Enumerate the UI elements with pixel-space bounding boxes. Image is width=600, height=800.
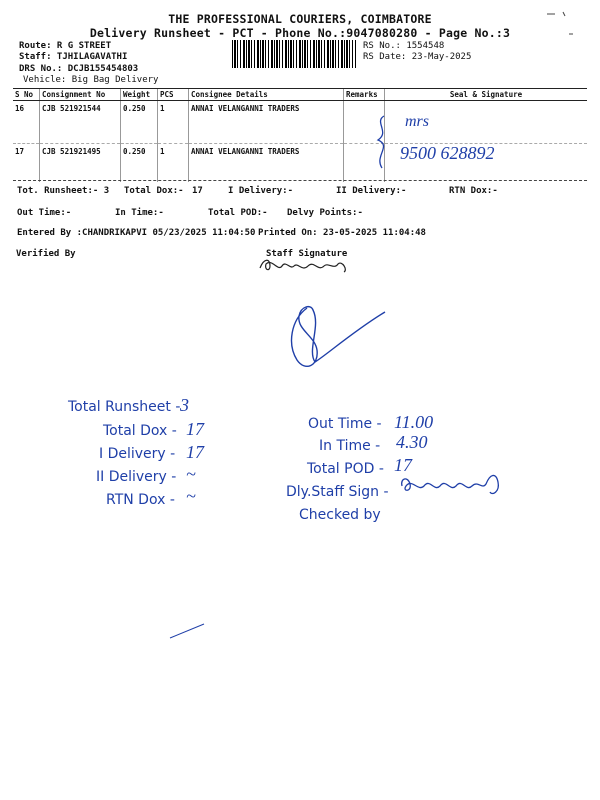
verified-by: Verified By (16, 249, 76, 259)
cell-sno: 17 (15, 147, 25, 156)
seal-initials: mrs (405, 113, 430, 130)
out-time: Out Time:- (17, 208, 72, 218)
col-consignment: Consignment No (40, 89, 121, 101)
col-pcs: PCS (158, 89, 189, 101)
col-consignee: Consignee Details (189, 89, 344, 101)
staff-signature (258, 256, 353, 276)
hw-ii-delivery-value: ~ (186, 464, 196, 484)
hw-ii-delivery: II Delivery - (96, 469, 177, 485)
corner-marks (545, 8, 585, 38)
runsheet-table (13, 88, 587, 182)
cell-sno: 16 (13, 101, 40, 144)
entered-by: Entered By :CHANDRIKAPVI 05/23/2025 11:04:50 (17, 228, 256, 238)
hw-checked-by: Checked by (299, 507, 381, 523)
hw-total-pod: Total POD - (307, 461, 384, 477)
total-dox-value: 17 (192, 186, 203, 196)
col-seal: Seal & Signature (385, 89, 588, 101)
hw-total-runsheet-value: 3 (180, 395, 189, 415)
rtn-dox: RTN Dox:- (449, 186, 498, 196)
printed-on: Printed On: 23-05-2025 11:04:48 (258, 228, 426, 238)
vehicle-label: Vehicle: Big Bag Delivery (23, 75, 159, 85)
pen-stroke (168, 620, 208, 642)
total-pod: Total POD:- (208, 208, 268, 218)
barcode (232, 40, 356, 68)
col-sno: S No (13, 89, 40, 101)
hw-total-pod-value: 17 (394, 455, 412, 475)
cell-consignment: CJB 521921495 (40, 144, 121, 183)
cell-pcs: 1 (158, 144, 189, 183)
in-time: In Time:- (115, 208, 164, 218)
drs-label: DRS No.: DCJB155454803 (19, 64, 139, 74)
col-remarks: Remarks (344, 89, 385, 101)
rs-number: RS No.: 1554548 (363, 41, 445, 51)
hw-in-time: In Time - (319, 438, 381, 454)
ii-delivery: II Delivery:- (336, 186, 407, 196)
table-header-row (13, 89, 587, 101)
tot-runsheet: Tot. Runsheet:- 3 (17, 186, 110, 196)
staff-label: Staff: TJHILAGAVATHI (19, 52, 128, 62)
route-label: Route: R G STREET (19, 41, 112, 51)
table-row (13, 101, 587, 144)
hw-out-time: Out Time - (308, 416, 382, 432)
runsheet-title: Delivery Runsheet - PCT - Phone No.:9047080280 - Page No.:3 (89, 26, 511, 40)
verification-signature (285, 300, 395, 380)
hw-total-dox: Total Dox - (103, 423, 177, 439)
hw-rtn-dox: RTN Dox - (106, 492, 175, 508)
hw-i-delivery: I Delivery - (99, 446, 176, 462)
col-weight: Weight (121, 89, 158, 101)
cell-weight: 0.250 (121, 144, 158, 183)
cell-consignment: CJB 521921544 (40, 101, 121, 144)
company-title: THE PROFESSIONAL COURIERS, COIMBATORE (168, 12, 432, 26)
brace-mark (370, 112, 400, 172)
total-dox: Total Dox:- (124, 186, 184, 196)
hw-rtn-dox-value: ~ (186, 486, 196, 506)
table-row (13, 144, 587, 183)
hw-dly-staff-sign: Dly.Staff Sign - (286, 484, 389, 500)
delvy-points: Delvy Points:- (287, 208, 363, 218)
hw-out-time-value: 11.00 (394, 412, 434, 432)
cell-consignee: ANNAI VELANGANNI TRADERS (189, 144, 344, 183)
hw-total-runsheet: Total Runsheet - (68, 399, 181, 415)
cell-weight: 0.250 (121, 101, 158, 144)
cell-pcs: 1 (158, 101, 189, 144)
table-bottom-rule (13, 180, 587, 181)
seal-phone: 9500 628892 (400, 143, 495, 163)
i-delivery: I Delivery:- (228, 186, 294, 196)
staff-signature-label: Staff Signature (266, 249, 348, 259)
hw-total-dox-value: 17 (186, 419, 204, 439)
rs-date: RS Date: 23-May-2025 (363, 52, 472, 62)
dly-staff-signature (398, 466, 508, 500)
hw-i-delivery-value: 17 (186, 442, 204, 462)
cell-consignee: ANNAI VELANGANNI TRADERS (189, 101, 344, 144)
hw-in-time-value: 4.30 (396, 432, 428, 452)
